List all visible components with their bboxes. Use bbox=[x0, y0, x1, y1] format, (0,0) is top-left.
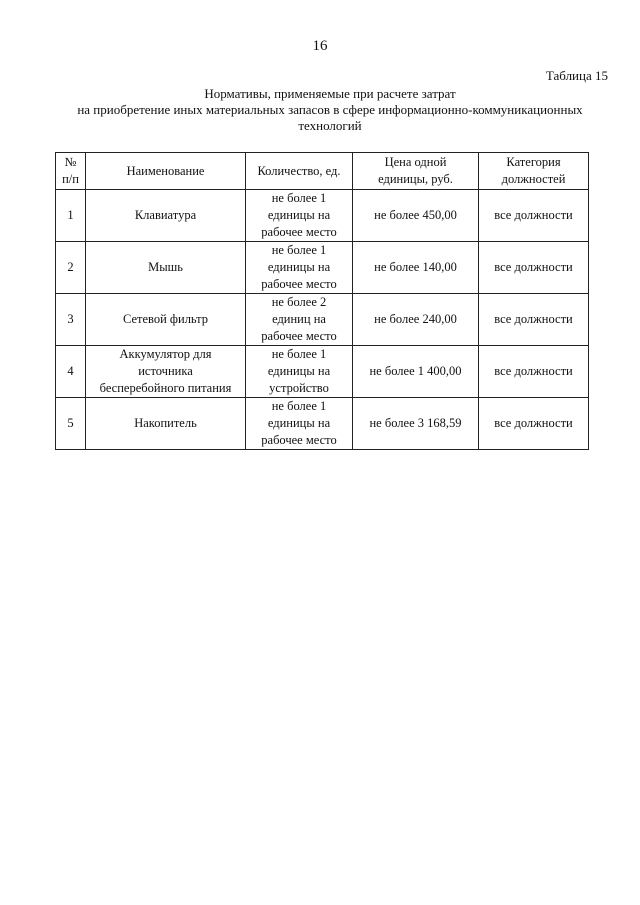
cell-num: 1 bbox=[56, 190, 86, 242]
cell-price: не более 1 400,00 bbox=[353, 346, 479, 398]
cell-line: единиц на bbox=[272, 312, 326, 326]
cell-line: не более 1 bbox=[271, 347, 327, 361]
cell-quantity bbox=[246, 190, 353, 242]
header-line: № bbox=[64, 155, 77, 169]
table-header bbox=[56, 153, 589, 190]
cell-line: не более 1 bbox=[271, 399, 327, 413]
cell-line: единицы на bbox=[267, 364, 331, 378]
header-line: Количество, ед. bbox=[257, 163, 341, 178]
cell-price: не более 240,00 bbox=[353, 294, 479, 346]
cell-line: рабочее место bbox=[261, 433, 337, 447]
table-title-line: технологий bbox=[298, 118, 362, 133]
norms-table bbox=[55, 152, 589, 450]
cell-line: не более 1 bbox=[271, 191, 327, 205]
cell-line: единицы на bbox=[267, 260, 331, 274]
cell-name bbox=[86, 294, 246, 346]
table-title bbox=[40, 86, 620, 134]
cell-num: 4 bbox=[56, 346, 86, 398]
cell-line: не более 2 bbox=[271, 295, 327, 309]
table-title-line: на приобретение иных материальных запасов в сфере информационно-коммуникационных bbox=[77, 102, 583, 117]
cell-line: рабочее место bbox=[261, 329, 337, 343]
header-category bbox=[479, 153, 589, 190]
cell-line: Сетевой фильтр bbox=[122, 312, 209, 326]
cell-name bbox=[86, 346, 246, 398]
table-label: Таблица 15 bbox=[545, 68, 608, 83]
cell-line: рабочее место bbox=[261, 277, 337, 291]
cell-line: устройство bbox=[269, 381, 329, 395]
cell-line: Клавиатура bbox=[134, 208, 197, 222]
header-row bbox=[56, 153, 589, 190]
table-row bbox=[56, 346, 589, 398]
cell-quantity bbox=[246, 294, 353, 346]
cell-line: единицы на bbox=[267, 208, 331, 222]
header-price bbox=[353, 153, 479, 190]
cell-price: не более 140,00 bbox=[353, 242, 479, 294]
header-line: единицы, руб. bbox=[378, 172, 453, 186]
cell-category: все должности bbox=[479, 190, 589, 242]
cell-line: не более 1 bbox=[271, 243, 327, 257]
table-title-line: Нормативы, применяемые при расчете затрат bbox=[204, 86, 456, 101]
table-row bbox=[56, 398, 589, 450]
cell-name bbox=[86, 190, 246, 242]
cell-line: рабочее место bbox=[261, 225, 337, 239]
cell-quantity bbox=[246, 346, 353, 398]
cell-num: 3 bbox=[56, 294, 86, 346]
header-line: Наименование bbox=[126, 163, 205, 178]
header-line: п/п bbox=[62, 172, 79, 186]
cell-quantity bbox=[246, 398, 353, 450]
cell-line: единицы на bbox=[267, 416, 331, 430]
header-name bbox=[86, 153, 246, 190]
header-line: Цена одной bbox=[384, 155, 447, 169]
header-num bbox=[56, 153, 86, 190]
header-line: Категория bbox=[506, 155, 561, 169]
cell-line: Накопитель bbox=[134, 416, 197, 430]
page-number: 16 bbox=[312, 38, 328, 54]
table-body bbox=[56, 190, 589, 450]
cell-category: все должности bbox=[479, 242, 589, 294]
cell-price: не более 450,00 bbox=[353, 190, 479, 242]
cell-category: все должности bbox=[479, 346, 589, 398]
header-quantity bbox=[246, 153, 353, 190]
cell-name bbox=[86, 398, 246, 450]
cell-num: 2 bbox=[56, 242, 86, 294]
cell-quantity bbox=[246, 242, 353, 294]
cell-name bbox=[86, 242, 246, 294]
table-row bbox=[56, 294, 589, 346]
table-row bbox=[56, 242, 589, 294]
cell-category: все должности bbox=[479, 398, 589, 450]
cell-line: Мышь bbox=[148, 260, 183, 274]
table-row bbox=[56, 190, 589, 242]
cell-line: Аккумулятор для bbox=[119, 347, 212, 361]
cell-price: не более 3 168,59 bbox=[353, 398, 479, 450]
cell-line: источника bbox=[138, 364, 193, 378]
cell-line: бесперебойного питания bbox=[99, 381, 232, 395]
header-line: должностей bbox=[501, 172, 566, 186]
cell-num: 5 bbox=[56, 398, 86, 450]
cell-category: все должности bbox=[479, 294, 589, 346]
